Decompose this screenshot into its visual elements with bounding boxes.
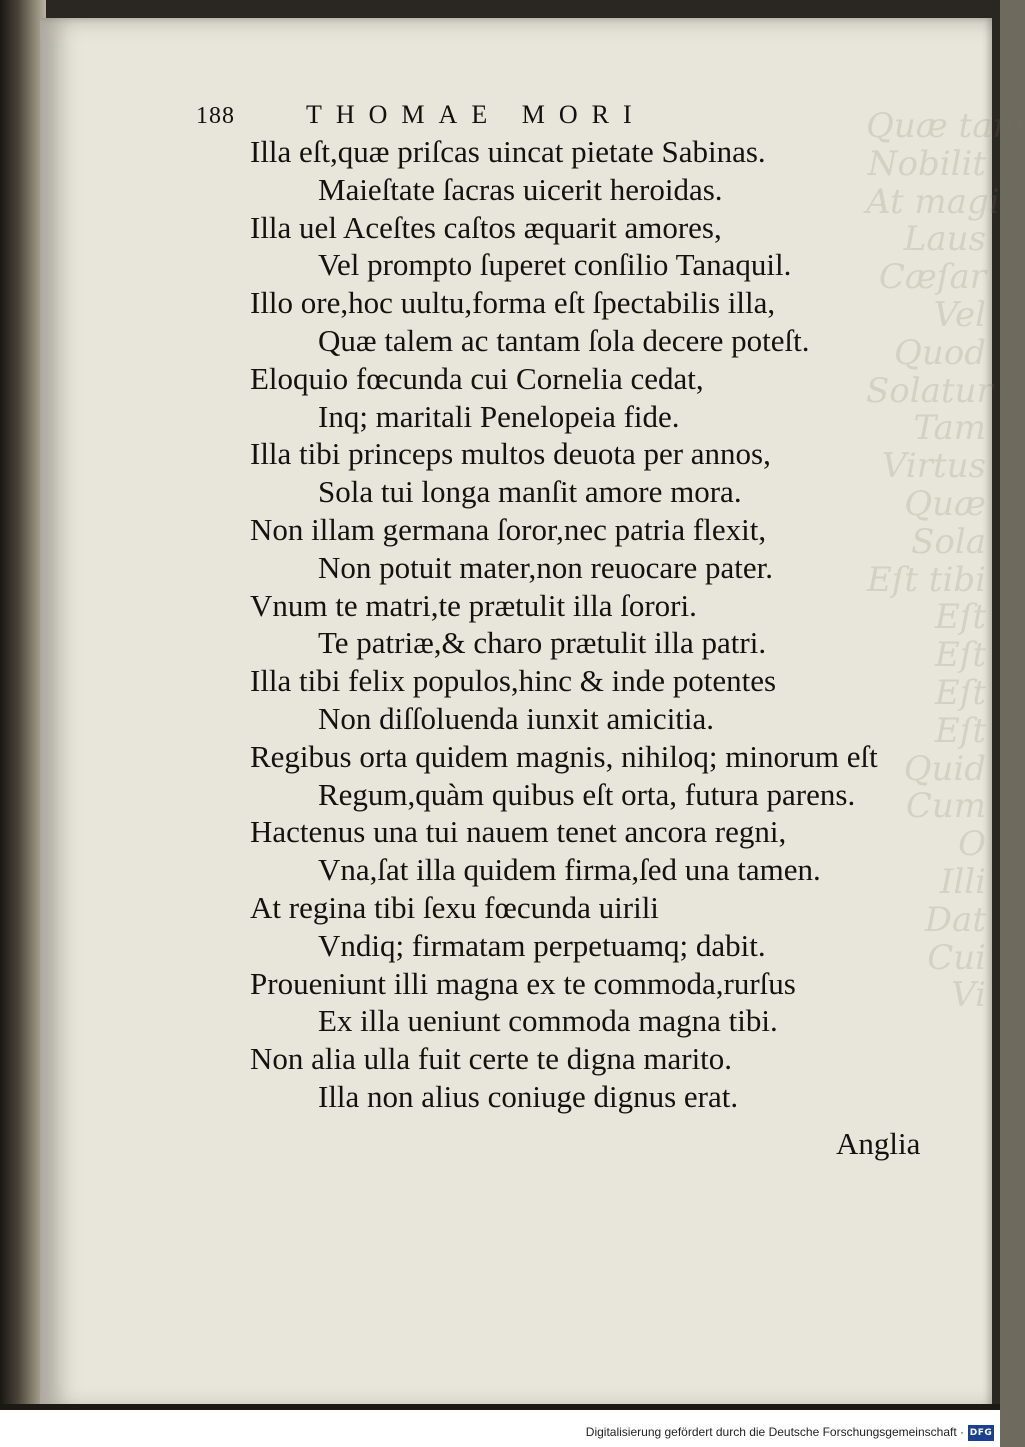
verse-line: Non illam germana ſoror,nec patria flexit, <box>250 511 767 547</box>
catchword: Anglia <box>836 1126 921 1161</box>
verse-line: Proueniunt illi magna ex te commoda,rurſus <box>250 965 796 1001</box>
verse-line: Illo ore,hoc uultu,forma eſt ſpectabilis illa, <box>250 285 776 321</box>
verse-line: Illa non alius coniuge dignus erat. <box>318 1078 739 1114</box>
funding-credit: Digitalisierung gefördert durch die Deutsche Forschungsgemeinschaft · <box>585 1425 964 1439</box>
verse-line: Eloquio fœcunda cui Cornelia cedat, <box>250 360 704 396</box>
verse-line: Regibus orta quidem magnis, nihiloq; minorum eſt <box>250 738 878 774</box>
verse-line: Vna,ſat illa quidem firma,ſed una tamen. <box>318 852 821 888</box>
running-title: THOMAE MORI <box>306 100 646 129</box>
dfg-logo-icon: DFG <box>968 1425 994 1441</box>
verse-line: Illa eſt,quæ priſcas uincat pietate Sabinas. <box>250 134 766 169</box>
verse-line: Vel prompto ſuperet conſilio Tanaquil. <box>318 247 792 283</box>
verse-line: Vnum te matri,te prætulit illa ſorori. <box>250 587 697 623</box>
verse-line: Illa uel Aceſtes caſtos æquarit amores, <box>250 209 722 245</box>
verse-line: Te patriæ,& charo prætulit illa patri. <box>318 625 767 661</box>
verse-line: Ex illa ueniunt commoda magna tibi. <box>318 1003 778 1039</box>
facing-page-bleed-through: Quæ tam Nobilit At magis Laus Cæſar Vel Quod Solatur Tam Virtus Quæ Sola Eſt tibi Eſt Eſt Eſt Eſt Quid Cum O Illi Dat Cui Vi <box>866 106 1025 1016</box>
digitization-footer <box>0 1410 1000 1447</box>
verse-line: Illa tibi felix populos,hinc & inde potentes <box>250 663 777 699</box>
verse-line: Quæ talem ac tantam ſola decere poteſt. <box>318 322 810 358</box>
verse-line: Illa tibi princeps multos deuota per annos, <box>250 436 771 472</box>
verse-line: Non diſſoluenda iunxit amicitia. <box>318 700 715 736</box>
verse-line: Maieſtate ſacras uicerit heroidas. <box>318 171 723 207</box>
verse-line: At regina tibi ſexu fœcunda uirili <box>250 889 659 925</box>
running-head <box>196 100 716 130</box>
verse-line: Sola tui longa manſit amore mora. <box>318 474 742 510</box>
page-number: 188 <box>196 103 235 129</box>
verse-line: Regum,quàm quibus eſt orta, futura parens. <box>318 776 856 812</box>
verse-line: Hactenus una tui nauem tenet ancora regni, <box>250 814 787 850</box>
verse-line: Vndiq; firmatam perpetuamq; dabit. <box>318 927 766 963</box>
verse-block <box>250 133 950 1116</box>
verse-line: Non alia ulla fuit certe te digna marito. <box>250 1041 733 1077</box>
verse-line: Inq; maritali Penelopeia fide. <box>318 398 680 434</box>
verse-line: Non potuit mater,non reuocare pater. <box>318 549 773 585</box>
